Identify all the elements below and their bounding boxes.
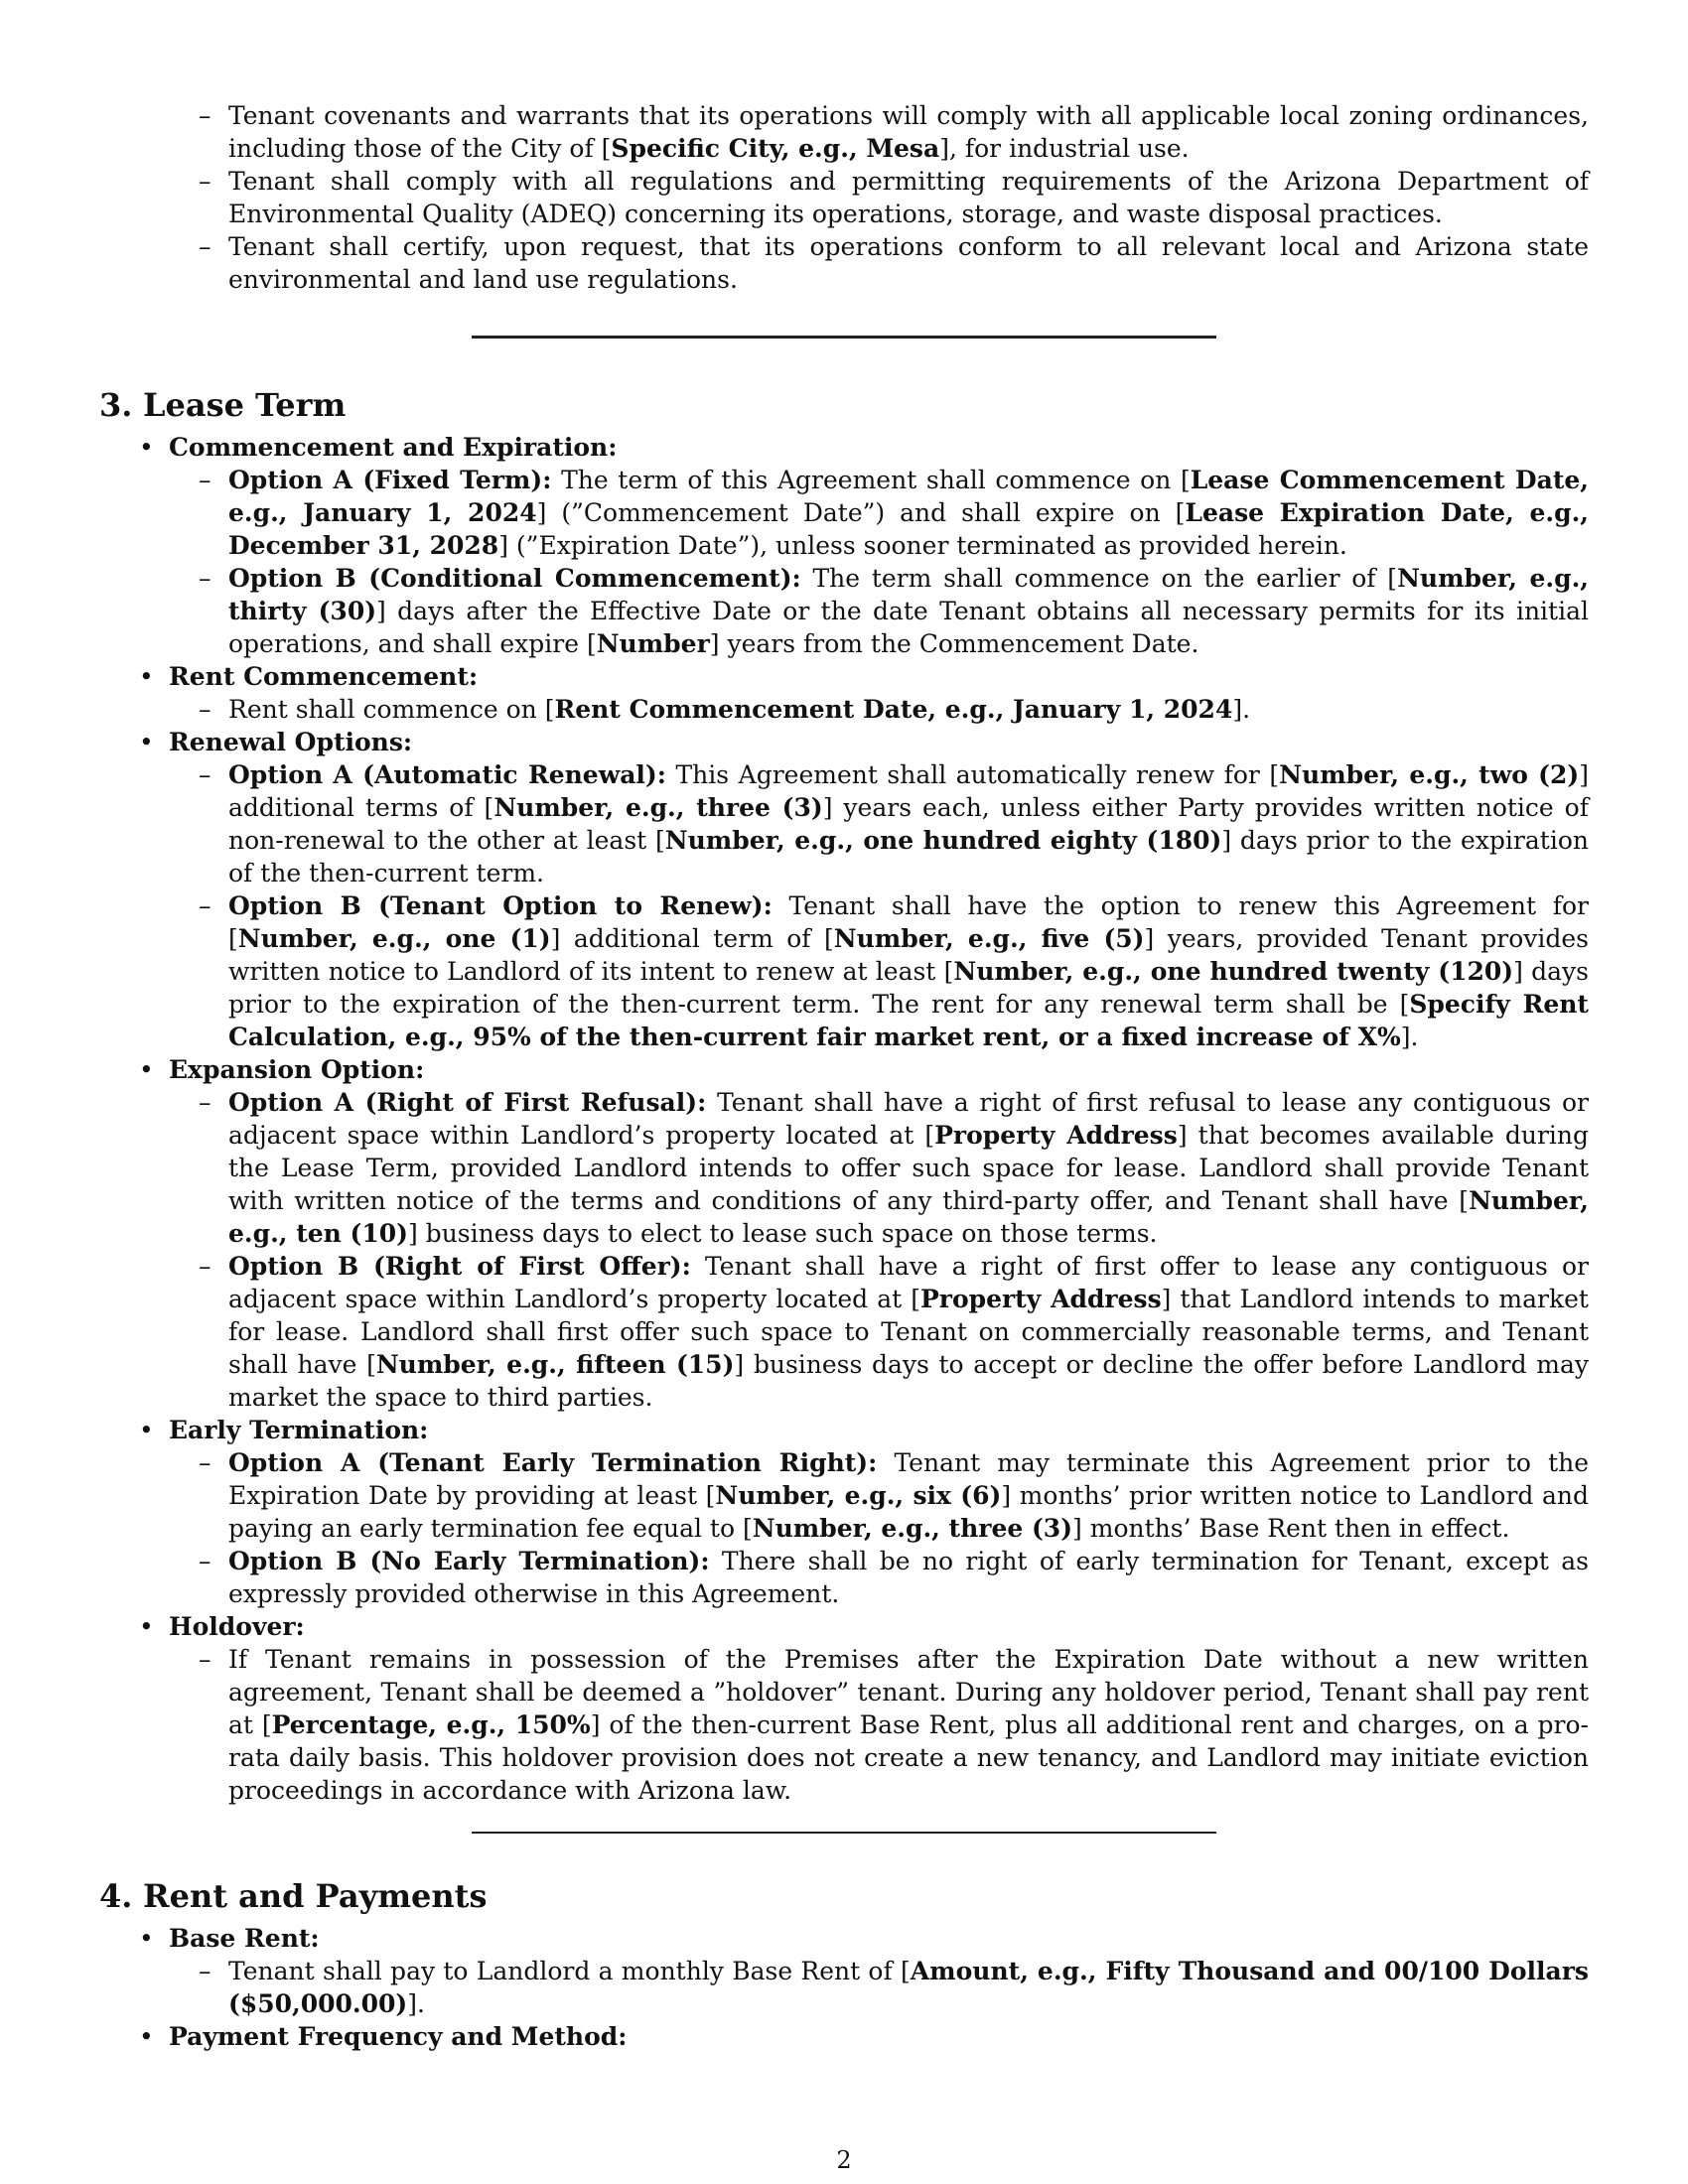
s3-group-early-termination: • Early Termination: [99,1414,1589,1446]
s3-group-commencement: • Commencement and Expiration: [99,431,1589,464]
s3-holdover-item: – If Tenant remains in possession of the Premises after the Expiration Date without a new written agreement, Tenant shall be deemed a ”holdover” tenant. During any holdover period, Tenant shall pay rent at [Percentage, e.g., 150%] of the then-current Base Rent, plus all additional rent and charges, on a pro-rata daily basis. This holdover provision does not create a new tenancy, and Landlord may initiate eviction proceedings in accordance with Arizona law. [99,1643,1589,1807]
page-number: 2 [836,2146,852,2174]
s3-termination-option-b: – Option B (No Early Termination): There shall be no right of early termination for Tenant, except as expressly provided otherwise in this Agreement. [99,1545,1589,1610]
s3-termination-option-a: – Option A (Tenant Early Termination Right): Tenant may terminate this Agreement prior to the Expiration Date by providing at least [Number, e.g., six (6)] months’ prior written notice to Landlord and paying an early termination fee equal to [Number, e.g., three (3)] months’ Base Rent then in effect. [99,1446,1589,1545]
s3-group-rent-commencement: • Rent Commencement: [99,660,1589,693]
s3-renewal-option-b: – Option B (Tenant Option to Renew): Tenant shall have the option to renew this Agreement for [Number, e.g., one (1)] additional term of [Number, e.g., five (5)] years, provided Tenant provides written notice to Landlord of its intent to renew at least [Number, e.g., one hundred twenty (120)] days prior to the expiration of the then-current term. The rent for any renewal term shall be [Specify Rent Calculation, e.g., 95% of the then-current fair market rent, or a fixed increase of X%]. [99,889,1589,1053]
intro-item-2: – Tenant shall certify, upon request, that its operations conform to all relevant local and Arizona state environmental and land use regulations. [99,230,1589,296]
section-3-heading: 3. Lease Term [99,386,347,424]
section-4-heading: 4. Rent and Payments [99,1877,488,1915]
section-divider [472,1832,1216,1834]
s3-group-holdover: • Holdover: [99,1610,1589,1643]
s3-renewal-option-a: – Option A (Automatic Renewal): This Agreement shall automatically renew for [Number, e.g., two (2)] additional terms of [Number, e.g., three (3)] years each, unless either Party provides written notice of non-renewal to the other at least [Number, e.g., one hundred eighty (180)] days prior to the expiration of the then-current term. [99,758,1589,889]
s3-commencement-option-a: – Option A (Fixed Term): The term of this Agreement shall commence on [Lease Commencement Date, e.g., January 1, 2024] (”Commencement Date”) and shall expire on [Lease Expiration Date, e.g., December 31, 2028] (”Expiration Date”), unless sooner terminated as provided herein. [99,464,1589,562]
s3-expansion-option-b: – Option B (Right of First Offer): Tenant shall have a right of first offer to lease any contiguous or adjacent space within Landlord’s property located at [Property Address] that Landlord intends to market for lease. Landlord shall first offer such space to Tenant on commercially reasonable terms, and Tenant shall have [Number, e.g., fifteen (15)] business days to accept or decline the offer before Landlord may market the space to third parties. [99,1250,1589,1414]
intro-item-1: – Tenant shall comply with all regulations and permitting requirements of the Arizona Department of Environmental Quality (ADEQ) concerning its operations, storage, and waste disposal practices. [99,165,1589,230]
section-3 [99,385,1589,1807]
s4-group-payment-frequency: • Payment Frequency and Method: [99,2020,1589,2053]
s3-group-renewal: • Renewal Options: [99,726,1589,758]
intro-item-0: – Tenant covenants and warrants that its operations will comply with all applicable local zoning ordinances, including those of the City of [Specific City, e.g., Mesa], for industrial use. [99,99,1589,165]
s4-base-rent-item: – Tenant shall pay to Landlord a monthly Base Rent of [Amount, e.g., Fifty Thousand and 00/100 Dollars ($50,000.00)]. [99,1955,1589,2020]
s3-rent-commencement-item: – Rent shall commence on [Rent Commencement Date, e.g., January 1, 2024]. [99,693,1589,726]
intro-list [99,99,1589,296]
section-divider [472,336,1216,339]
s3-expansion-option-a: – Option A (Right of First Refusal): Tenant shall have a right of first refusal to lease any contiguous or adjacent space within Landlord’s property located at [Property Address] that becomes available during the Lease Term, provided Landlord intends to offer such space for lease. Landlord shall provide Tenant with written notice of the terms and conditions of any third-party offer, and Tenant shall have [Number, e.g., ten (10)] business days to elect to lease such space on those terms. [99,1086,1589,1250]
section-4 [99,1876,1589,2053]
s3-group-expansion: • Expansion Option: [99,1053,1589,1086]
s4-group-base-rent: • Base Rent: [99,1922,1589,1955]
s3-commencement-option-b: – Option B (Conditional Commencement): The term shall commence on the earlier of [Number, e.g., thirty (30)] days after the Effective Date or the date Tenant obtains all necessary permits for its initial operations, and shall expire [Number] years from the Commencement Date. [99,562,1589,660]
